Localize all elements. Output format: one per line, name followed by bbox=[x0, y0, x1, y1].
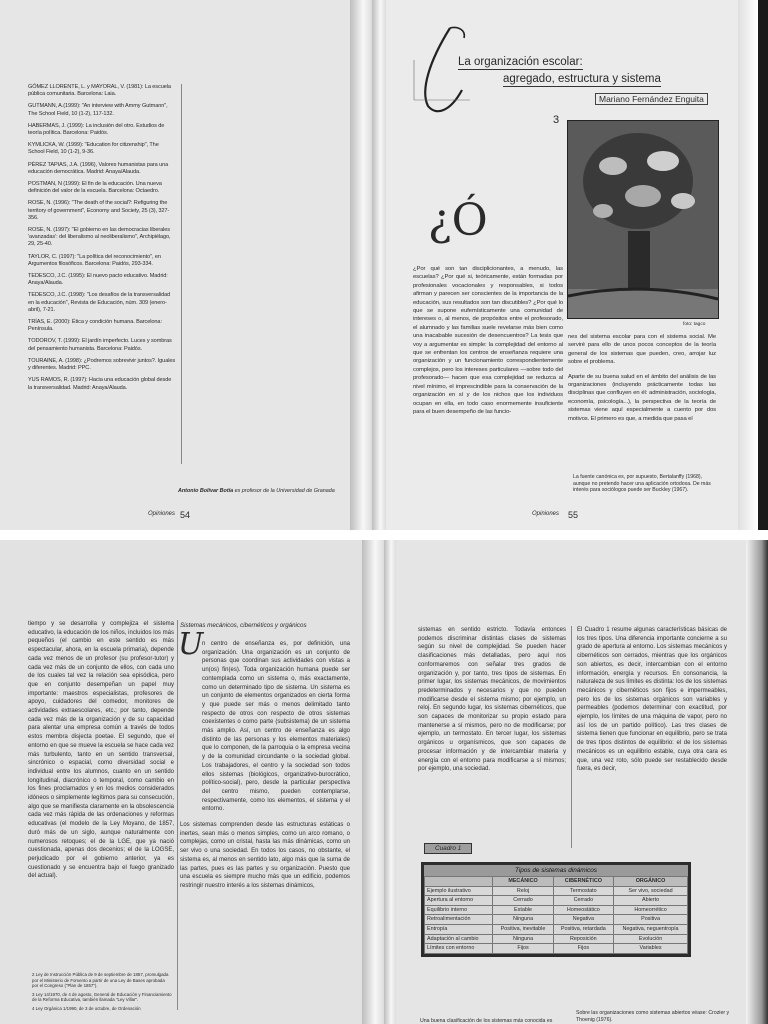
reference-item: TODOROV, T. (1999): El jardín imperfecto. Luces y sombras del pensamiento humanista. Barcelona: Paidós. bbox=[28, 338, 172, 352]
reference-item: TAYLOR, C. (1997): "La política del reconocimiento", en Argumentos filosóficos. Barcelona: Paidós, 293-334. bbox=[28, 253, 161, 267]
table-cell: Reloj bbox=[493, 886, 553, 896]
table-cell: Ser vivo, sociedad bbox=[614, 886, 688, 896]
table-cell: Positiva, inevitable bbox=[493, 924, 553, 934]
table-cell: Fijos bbox=[493, 944, 553, 954]
table-row bbox=[425, 886, 688, 896]
reference-item: KYMLICKA, W. (1999): "Education for citizenship", The School Field, 10 (1-2), 9-36. bbox=[28, 142, 159, 156]
body-column-left: ¿Por qué son tan disciplicionantes, a menudo, las escuelas? ¿Por qué si, teóricamente, están formadas por profesionales vocacionales y responsables, si todos afirman y parecen ser conscientes de la importancia de la educación, sus resultados son tan discutibles? ¿Por qué lo que se supone eufemísticamente una comunidad de intereses o, al menos, de propósitos entre el profesorado, el alumnado y las familias suele revelarse más bien como una inacabable sucesión de desencuentros? La tesis que voy a argumentar es simple: la complejidad del entorno al que se enfrentan los centros de enseñanza requiere una organización y un funcionamiento correspondientemente complejos, pero los intereses particulares —sobre todo del profesorado— hacen que esa complejidad se reduzca al nivel mínimo, el imprescindible para la conservación de la organización en sí y de los nichos que los individuos ocupan en ella, en todo caso enormemente insuficiente para el buen desempeño de las funcio- bbox=[413, 266, 563, 415]
page-gutter bbox=[362, 540, 384, 1024]
illustration-artwork bbox=[567, 120, 719, 319]
reference-item: TOURAINE, A. (1998): ¿Podremos sobrevivir juntos?. Iguales y diferentes. Madrid: PPC. bbox=[28, 357, 176, 372]
table-header-cell bbox=[425, 877, 493, 887]
reference-item: PÉREZ TAPIAS, J.A. (1996), Valores humanistas para una educación democrática. Madrid: Anaya/Alauda. bbox=[28, 161, 169, 175]
table-cell: Estable bbox=[493, 905, 553, 915]
section-subhead: Sistemas mecánicos, cibernéticos y orgánicos bbox=[180, 622, 307, 629]
page-gutter bbox=[350, 0, 372, 530]
table-cell: Límites con entorno bbox=[425, 944, 493, 954]
table-cell: Positiva, retardada bbox=[553, 924, 613, 934]
table-row bbox=[425, 905, 688, 915]
page-gutter bbox=[372, 0, 386, 530]
systems-table bbox=[421, 862, 691, 957]
artwork-image bbox=[568, 121, 718, 318]
table-cell: Ejemplo ilustrativo bbox=[425, 886, 493, 896]
reference-item: GÓMEZ LLORENTE, L. y MAYORAL, V. (1981): La escuela pública comunitaria. Barcelona: Laia. bbox=[28, 84, 171, 98]
body-paragraph: Los sistemas comprenden desde las estructuras estáticas o inertes, sean más o menos simples, como un arco romano, o complejas, como un cristal, hasta las más dinámicas, como un ser vivo o una sociedad. En todos los casos, no obstante, el sistema es, al menos en sentido lato, algo más que la suma de las partes, pues es las partes y su organización. Puesto que una escuela es siempre mucho más que un edificio, podemos restringir nuestro interés a los sistemas dinámicos, bbox=[180, 822, 350, 889]
table-row bbox=[425, 915, 688, 925]
table-cell: Equilibrio interno bbox=[425, 905, 493, 915]
page-bottom-left bbox=[0, 540, 384, 1024]
table-cell: Ninguna bbox=[493, 934, 553, 944]
table-cell: Reposición bbox=[553, 934, 613, 944]
footnote: La fuente canónica es, por supuesto, Bertalanffy (1968), aunque no pretendo hacer una aplicación ortodoxa. De más interés para sociólogos puede ser Buckley (1967). bbox=[573, 474, 711, 494]
body-column-right bbox=[568, 333, 716, 423]
reference-item: HABERMAS, J. (1999): La inclusión del otro. Estudios de teoría política. Barcelona: Paidós. bbox=[28, 122, 165, 137]
table-header-cell: ORGÁNICO bbox=[614, 877, 688, 887]
column-rule bbox=[177, 620, 178, 1010]
title-flourish-graphic bbox=[410, 20, 710, 120]
body-column-1: sistemas en sentido estricto. Todavía entonces podemos discriminar distintas clases de sistemas según su nivel de complejidad. Se pueden hacer clasificaciones más detalladas, pero aquí nos conformaremos con señalar tres grados de organización y, por tanto, tres tipos de sistemas. En primer lugar, los sistemas mecánicos, de movimientos predeterminados y necesarios y que no pueden modificarse desde el sistema mismo; por ejemplo, un reloj. En segundo lugar, los sistemas cibernéticos, que son capaces de monitorizar su propio estado para mantenerse a sí mismos, pero no de modificarse; por ejemplo, un termostato. En tercer lugar, los sistemas orgánicos u organísmicos, que son capaces de procesar información y de intercambiar materia y energía con el entorno para modificarse a sí mismos; por ejemplo, una sociedad. bbox=[418, 627, 566, 773]
running-title: Opiniones bbox=[148, 511, 176, 517]
column-rule bbox=[181, 84, 182, 464]
table-cell: Abierto bbox=[614, 896, 688, 906]
table-cell: Positiva bbox=[614, 915, 688, 925]
table-row bbox=[425, 944, 688, 954]
reference-item: TRÍAS, E. (2000): Ética y condición humana. Barcelona: Península. bbox=[28, 319, 162, 333]
page-edge bbox=[758, 0, 768, 530]
table-row bbox=[425, 896, 688, 906]
section-drop-cap: ¿Ó bbox=[428, 195, 488, 246]
page-number: 54 bbox=[180, 510, 191, 520]
author-note-rest: es profesor de la Universidad de Granada bbox=[233, 488, 335, 494]
author-note-name: Antonio Bolívar Botía bbox=[178, 488, 234, 494]
table-cell: Apertura al entorno bbox=[425, 896, 493, 906]
table-row bbox=[425, 924, 688, 934]
table-label: Cuadro 1 bbox=[424, 843, 472, 854]
body-paragraph: nes del sistema escolar para con el sistema social. Me serviré para ello de unos pocos conceptos de la teoría general de los sistemas que pueden, creo, arrojar luz sobre el problema. bbox=[568, 334, 716, 366]
body-paragraph: n centro de enseñanza es, por definición, una organización. Una organización es un conjunto de personas que coordinan sus actividades con vistas a un(os) fin(es). Toda organización humana puede ser contemplada como un sistema o, más exactamente, como un determinado tipo de sistema. Un sistema es un conjunto de elementos organizados en cierta forma y que puede ser más o menos delimitado tanto respecto de otros con respecto de otros sistemas coexistentes o como parte (subsistema) de un sistema más amplio. Así, un centro de enseñanza es algo distinto de las personas y los elementos materiales) que lo componen, de la parroquia o la empresa vecina y de la comunidad circundante o la sociedad global. Los trabajadores, el centro y la sociedad son todos ellos sistemas (biológicos, organizativo-burocrático, político-social), pero, desde la particular perspectiva del centro mismo, pueden contemplarse, respectivamente, como los elementos, el sistema y el entorno. bbox=[202, 641, 350, 813]
article-title-line-1: La organización escolar: bbox=[458, 56, 583, 68]
page-edge-light bbox=[738, 0, 758, 530]
references-list bbox=[28, 84, 176, 397]
table-cell: Ninguna bbox=[493, 915, 553, 925]
table-cell: Negativa, neguentropía bbox=[614, 924, 688, 934]
column-rule bbox=[571, 626, 572, 848]
table-cell: Termostato bbox=[553, 886, 613, 896]
table-cell: Variables bbox=[614, 944, 688, 954]
author-byline: Mariano Fernández Enguita bbox=[595, 93, 708, 105]
table-header-cell: MECÁNICO bbox=[493, 877, 553, 887]
article-title-line-2: agregado, estructura y sistema bbox=[503, 73, 661, 85]
table-cell: Cerrado bbox=[553, 896, 613, 906]
table-cell: Negativa bbox=[553, 915, 613, 925]
page-edge bbox=[746, 540, 768, 1024]
author-note bbox=[178, 488, 358, 494]
body-column-2: El Cuadro 1 resume algunas características básicas de los tres tipos. Una diferencia importante concierne a su grado de apertura al entorno. Los sistemas mecánicos y cibernéticos son cerrados, mientras que los orgánicos son abiertos, es decir, intercambian con el entorno información, energía y recursos. En consonancia, la naturaleza de sus límites es distinta: los de los sistemas mecánicos y cibernéticos son fijos e impermeables, pero los de los sistemas orgánicos son variables y permeables (podemos determinar con exactitud, por ejemplo, los límites de una máquina de vapor, pero no así los de un partido político). Las tres clases de sistema tienen que funcionar en equilibrio, pero se trata de tres tipos distintos de equilibrio: el de los sistemas mecánicos es un equilibrio estable, cuya otra cara es que, una vez roto, sólo puede ser restablecido desde fuera, es decir, bbox=[577, 627, 727, 773]
reference-item: GUTMANN, A.(1999): "An interview with Ammy Gutmann", The School Field, 10 (1-2), 117-132. bbox=[28, 103, 168, 117]
footnote: 3 Ley 14/1970, de 4 de agosto, General de Educación y Financiamiento de la Reforma Educativa, también llamada "Ley Villar". bbox=[32, 991, 172, 1002]
table-cell: Homeostático bbox=[553, 905, 613, 915]
body-column-2 bbox=[180, 640, 350, 891]
section-number: 3 bbox=[553, 114, 560, 126]
footnote: 4 Ley Orgánica 1/1990, de 3 de octubre, de Ordenación bbox=[32, 1005, 141, 1011]
table-cell: Fijos bbox=[553, 944, 613, 954]
table-header-row bbox=[425, 877, 688, 887]
running-title: Opiniones bbox=[532, 511, 560, 517]
reference-item: TEDESCO, J.C. (1995): El nuevo pacto educativo. Madrid: Anaya/Alauda. bbox=[28, 273, 168, 287]
table-cell: Entropía bbox=[425, 924, 493, 934]
table-cell: Evolución bbox=[614, 934, 688, 944]
body-column-1: tiempo y se desarrolla y complejiza el sistema educativo, la educación de los niños, incluidos los más pequeños (el cambio en este sentido es más espectacular, ahora, en la escuela primaria), depende cada vez menos de un profesor (su profesor-tutor) y cada vez más de un conjunto de ellos, con cada uno de los cuales tal vez la relación sea episódica, pero que en conjunto desempeñan un papel muy importante: maestros especialistas, profesores de apoyo, cuidadores del comedor, monitores de actividades extraescolares, etc.; por tanto, depende cada vez más de la organización y de su capacidad para alentar una empresa común a través de todos estos membra disjecta poetae. El segundo, que el entorno en que se mueve la escuela se hace cada vez más turbulento, tanto en un sentido transversal, sincrónico o espacial, como diversidad social e individual entre los alumnos, cuanto en un sentido longitudinal, diacrónico o temporal, como cambio en los fines proclamados y en los medios considerados idóneos o simplemente legítimos para su consecución, algo que se manifiesta claramente en la obsolescencia cada vez más rápida de las ordenaciones y reformas educativas (el modelo de la Ley Moyano, de 1857, duró más de un siglo, aunque naturalmente con numerosos retoques; el de la LGE, que ya nació cuestionada, apenas dos decenios; el de la LOGSE, perjudicado por el gobierno anterior, ya es cuestionado y se encuentra bajo el fuego granizado del actual). bbox=[28, 621, 174, 880]
footnote: 2 Ley de Instrucción Pública de 9 de septiembre de 1857, promulgada por el Ministerio de Fomento a partir de una Ley de Bases aprobada por el Congreso ("Plan de 1857"). bbox=[32, 972, 169, 988]
drop-cap: U bbox=[178, 627, 204, 662]
reference-item: ROSE, N. (1996): "The death of the social?: Refiguring the territory of government", Economy and Society, 25 (3), 327-356. bbox=[28, 200, 170, 221]
reference-item: POSTMAN, N (1999): El fin de la educación. Una nueva definición del valor de la escuela. Barcelona: Octaedro. bbox=[28, 181, 162, 195]
body-paragraph: Aparte de su buena salud en el ámbito del análisis de las organizaciones (incluyendo prácticamente todas las disciplinas que confluyen en él: administración, sociología, economía, psicología...), la perspectiva de la teoría de sistemas viene aquí especialmente a cuento por dos motivos. El primero es que, a medida que pasa el bbox=[568, 373, 716, 422]
photo-credit: foto: tagco bbox=[683, 322, 706, 327]
systems-table-grid bbox=[424, 876, 688, 954]
table-header-cell: CIBERNÉTICO bbox=[553, 877, 613, 887]
table-cell: Homeorrético bbox=[614, 905, 688, 915]
reference-item: YUS RAMOS, R. (1997): Hacia una educación global desde la transversalidad. Madrid: Anaya/Alauda. bbox=[28, 377, 172, 391]
table-cell: Retroalimentación bbox=[425, 915, 493, 925]
footnote-left: Una buena clasificación de los sistemas más conocida es bbox=[420, 1018, 553, 1024]
table-title: Tipos de sistemas dinámicos bbox=[424, 865, 688, 876]
footnote-right: Sobre las organizaciones como sistemas abiertos véase: Crozier y Thoenig (1976). bbox=[576, 1010, 730, 1023]
page-54 bbox=[0, 0, 372, 530]
reference-item: TEDESCO, J.C. (1998): "Los desafíos de la transversalidad en la educación", Revista de Educación, núm. 309 (enero-abril), 7-21. bbox=[28, 292, 171, 313]
page-gutter bbox=[384, 540, 396, 1024]
table-row bbox=[425, 934, 688, 944]
table-cell: Adaptación al cambio bbox=[425, 934, 493, 944]
footnotes-block bbox=[32, 972, 172, 1011]
table-cell: Cerrado bbox=[493, 896, 553, 906]
reference-item: ROSE, N. (1997): "El gobierno en las democracias liberales 'avanzadas': del liberalismo al neoliberalismo", Archipiélago, 29, 25-40. bbox=[28, 227, 171, 248]
page-number: 55 bbox=[568, 510, 579, 520]
